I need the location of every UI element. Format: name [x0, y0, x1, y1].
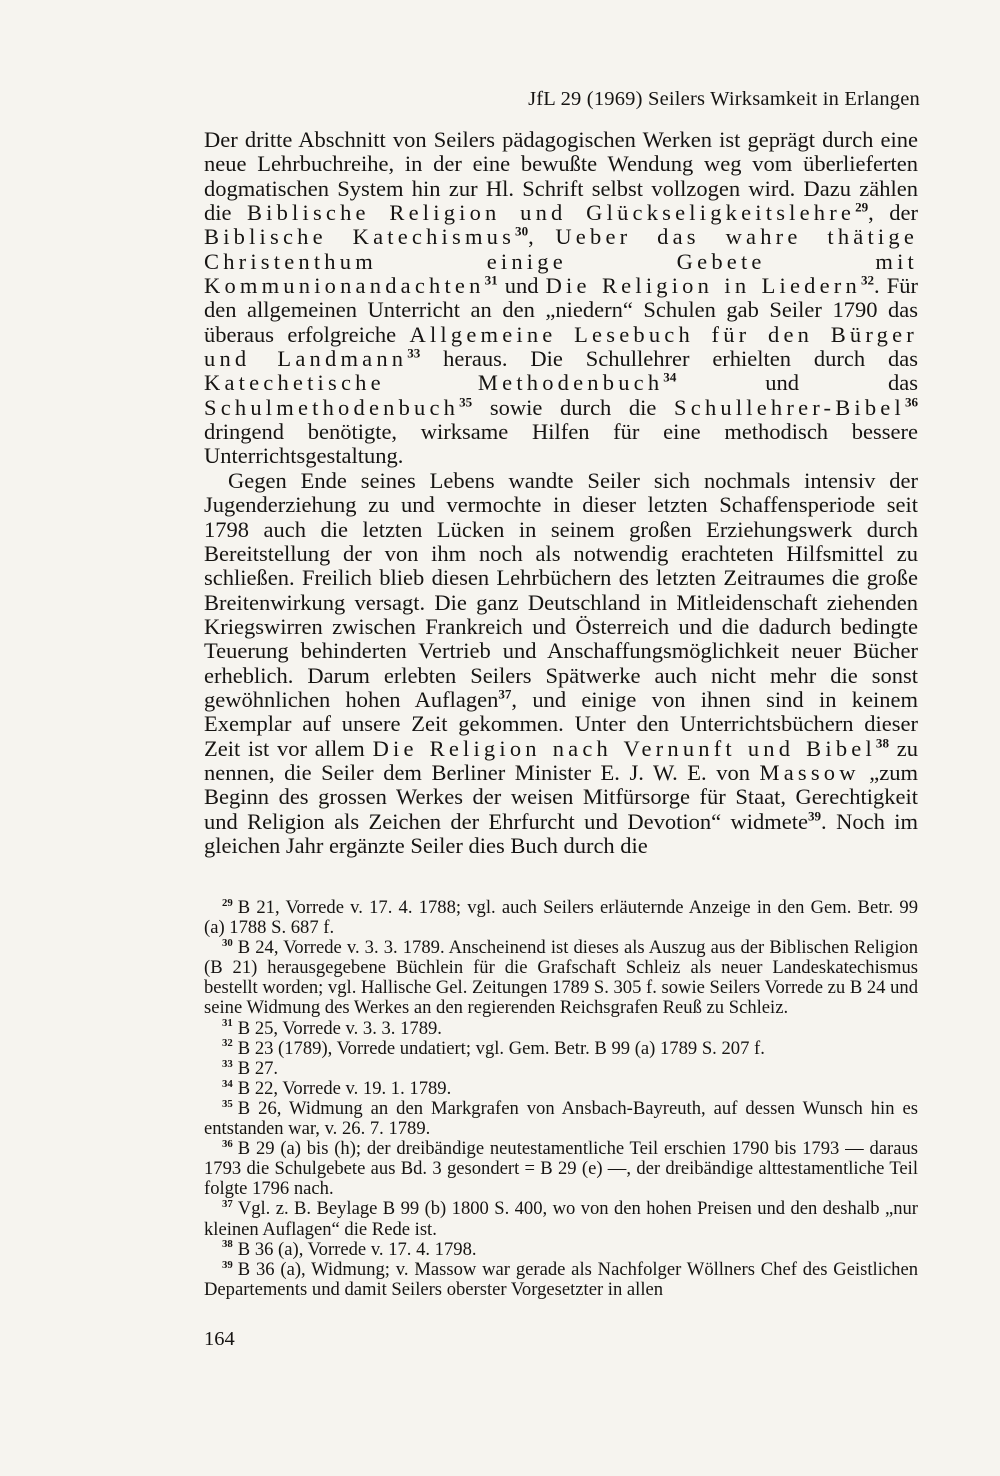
- footnote: [204, 1139, 918, 1199]
- text-run: , der: [868, 200, 918, 226]
- spaced-title: Biblische Katechismus: [204, 224, 516, 250]
- footnote-text: B 27.: [237, 1057, 279, 1079]
- footnote-ref: 30: [515, 223, 529, 239]
- footnote: [204, 938, 918, 1018]
- footnote-ref: 29: [855, 199, 869, 215]
- footnote-ref: 38: [875, 735, 889, 751]
- text-run: sowie durch die: [472, 394, 675, 420]
- text-run: dringend benötigte, wirksame Hilfen für eine methodisch bessere Unterrichtsgestaltung.: [204, 419, 918, 469]
- footnote-ref: 39: [807, 808, 822, 824]
- footnote-number: 39: [222, 1258, 233, 1271]
- footnote: [204, 1079, 918, 1099]
- spaced-title: Schullehrer-Bibel: [674, 394, 905, 420]
- footnote-number: 34: [222, 1077, 233, 1090]
- spaced-title: Allgemeine Lesebuch für den Bürger und Landmann: [204, 321, 918, 372]
- footnote: [204, 1039, 918, 1059]
- spaced-title: Ueber das wahre thätige Christenthum einige Gebete mit Kommunionandachten: [204, 224, 919, 299]
- text-run: . Für den allgemeinen Unterricht an den „niedern“ Schulen gab Seiler 1790 das überaus erfolgreiche: [204, 273, 918, 347]
- text-run: „zum Beginn des grossen Werkes der weisen Mitfürsorge für Staat, Gerechtigkeit und Religion als Zeichen der Ehrfurcht und Devotion“ widmete: [204, 759, 918, 834]
- text-run: zu nennen, die Seiler dem Berliner Minister E. J. W. E. von: [204, 735, 918, 785]
- footnote: [204, 1059, 918, 1079]
- footnote-text: B 21, Vorrede v. 17. 4. 1788; vgl. auch Seilers erläuternde Anzeige in den Gem. Betr. 99 (a) 1788 S. 687 f.: [204, 897, 918, 939]
- footnote-number: 31: [222, 1017, 233, 1030]
- footnote: [204, 1019, 918, 1039]
- spaced-title: Massow: [759, 759, 860, 785]
- text-run: Der dritte Abschnitt von Seilers pädagogischen Werken ist geprägt durch eine neue Lehrbuchreihe, in der eine bewußte Wendung weg vom überlieferten dogmatischen System hin zur Hl. Schrift selbst vollzogen wird. Dazu zählen die: [204, 127, 918, 226]
- text-run: , und einige von ihnen sind in keinem Exemplar auf unsere Zeit gekommen. Unter den Unterrichtsbüchern dieser Zeit ist vor allem: [204, 686, 918, 761]
- spaced-title: Die Religion nach Vernunft und Bibel: [372, 735, 876, 761]
- footnote-number: 37: [222, 1198, 233, 1211]
- footnote-number: 30: [222, 937, 233, 949]
- footnote-number: 29: [222, 896, 233, 909]
- footnote-text: B 24, Vorrede v. 3. 3. 1789. Anscheinend ist dieses als Auszug aus der Biblischen Religion (B 21) herausgegebene Büchlein für die Grafschaft Schleiz als neuer Landeskatechismus bestellt worden; vgl. Hallische Gel. Zeitungen 1789 S. 305 f. sowie Seilers Vorrede zu B 24 und seine Widmung des Werkes an den regierenden Reichsgrafen Reuß zu Schleiz.: [204, 937, 919, 1019]
- spaced-title: Schulmethodenbuch: [204, 394, 460, 420]
- footnote-number: 33: [222, 1057, 233, 1070]
- footnote-ref: 37: [498, 686, 512, 702]
- footnote-number: 35: [222, 1097, 233, 1110]
- paragraph: [204, 469, 918, 859]
- footnote-number: 36: [222, 1137, 233, 1150]
- text-run: Gegen Ende seines Lebens wandte Seiler sich nochmals intensiv der Jugenderziehung zu und vermochte in dieser letzten Schaffensperiode seit 1798 auch die letzten Lücken in seinem großen Erziehungswerk durch Bereitstellung der von ihm noch als notwendig erachteten Hilfsmittel zu schließen. Freilich blieb diesen Lehrbüchern des letzten Zeitraumes die große Breitenwirkung versagt. Die ganz Deutschland in Mitleidenschaft ziehenden Kriegswirren zwischen Frankreich und Österreich und die dadurch bedingte Teuerung behinderten Vertrieb und Anschaffungsmöglichkeit neuer Bücher erheblich. Darum erlebten Seilers Spätwerke auch nicht mehr die sonst gewöhnlichen hohen Auflagen: [204, 467, 918, 712]
- footnote: [204, 1199, 918, 1239]
- footnote-text: B 36 (a), Widmung; v. Massow war gerade als Nachfolger Wöllners Chef des Geistlichen Departements und damit Seilers oberster Vorgesetzter in allen: [204, 1258, 918, 1300]
- footnote: [204, 898, 918, 938]
- footnote: [204, 1260, 918, 1300]
- body-text: [204, 128, 918, 858]
- footnote-ref: 34: [663, 369, 677, 385]
- page-number: 164: [204, 1328, 235, 1350]
- footnote-ref: 35: [459, 394, 473, 410]
- footnote-text: B 29 (a) bis (h); der dreibändige neutestamentliche Teil erschien 1790 bis 1793 — daraus 1793 die Schulgebete aus Bd. 3 gesondert = B 29 (e) —, der dreibändige alttestamentliche Teil folgte 1796 nach.: [204, 1138, 918, 1200]
- text-run: ,: [528, 224, 556, 250]
- footnote-text: B 22, Vorrede v. 19. 1. 1789.: [237, 1077, 452, 1099]
- spaced-title: Katechetische Methodenbuch: [204, 370, 664, 396]
- footnote: [204, 1099, 918, 1139]
- footnote-text: B 25, Vorrede v. 3. 3. 1789.: [237, 1017, 442, 1039]
- footnote-text: B 36 (a), Vorrede v. 17. 4. 1798.: [237, 1238, 477, 1260]
- text-run: und das: [676, 370, 918, 396]
- footnote-number: 32: [222, 1037, 233, 1050]
- footnote-ref: 36: [904, 394, 918, 410]
- footnote-number: 38: [222, 1238, 233, 1251]
- text-run: heraus. Die Schullehrer erhielten durch das: [420, 346, 918, 372]
- footnote-text: B 23 (1789), Vorrede undatiert; vgl. Gem. Betr. B 99 (a) 1789 S. 207 f.: [237, 1037, 765, 1059]
- running-head: JfL 29 (1969) Seilers Wirksamkeit in Erlangen: [528, 88, 920, 110]
- footnote: [204, 1240, 918, 1260]
- footnote-text: B 26, Widmung an den Markgrafen von Ansbach-Bayreuth, auf dessen Wunsch hin es entstanden war, v. 26. 7. 1789.: [204, 1097, 918, 1140]
- text-run: . Noch im gleichen Jahr ergänzte Seiler dies Buch durch die: [204, 808, 918, 858]
- footnote-ref: 33: [407, 345, 421, 361]
- footnote-ref: 31: [484, 272, 498, 288]
- text-run: und: [497, 273, 546, 299]
- paragraph: [204, 128, 918, 469]
- spaced-title: Die Religion in Liedern: [545, 273, 861, 299]
- footnote-text: Vgl. z. B. Beylage B 99 (b) 1800 S. 400, wo von den hohen Preisen und den deshalb „nur kleinen Auflagen“ die Rede ist.: [204, 1198, 918, 1240]
- footnotes: [204, 898, 918, 1300]
- spaced-title: Biblische Religion und Glückseligkeitslehre: [246, 200, 856, 226]
- footnote-ref: 32: [860, 272, 874, 288]
